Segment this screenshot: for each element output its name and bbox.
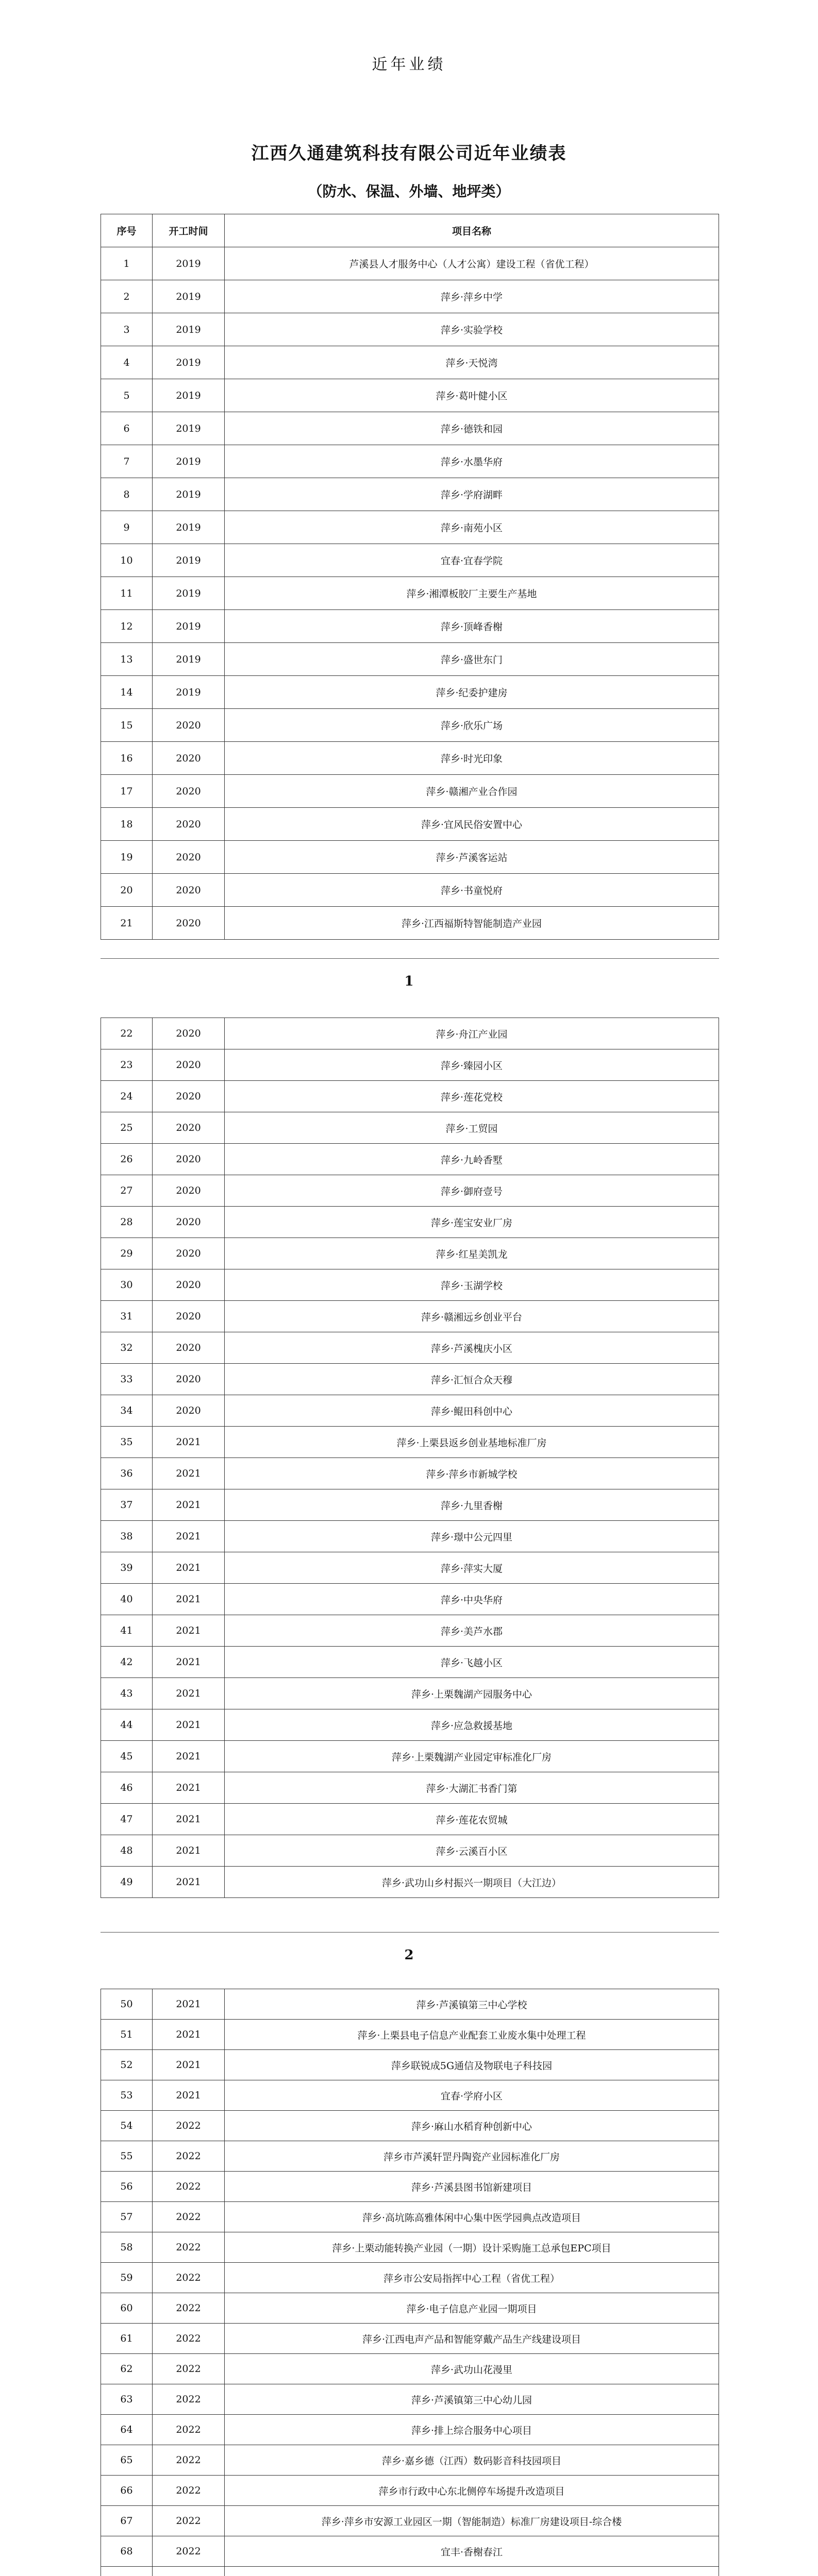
- row-project-name: 萍乡·工贸园: [225, 1112, 719, 1144]
- row-project-name: 萍乡·萍实大厦: [225, 1552, 719, 1584]
- row-number: 58: [101, 2232, 153, 2263]
- table-row: [101, 2020, 719, 2050]
- row-project-name: 萍乡·湘潭板胶厂主要生产基地: [225, 577, 719, 610]
- row-number: 16: [101, 742, 153, 775]
- row-start-year: 2021: [153, 1552, 225, 1584]
- table-row: [101, 2141, 719, 2172]
- row-number: 65: [101, 2445, 153, 2476]
- row-number: 7: [101, 445, 153, 478]
- row-start-year: 2020: [153, 1081, 225, 1112]
- row-start-year: 2020: [153, 1238, 225, 1269]
- row-project-name: 萍乡·水墨华府: [225, 445, 719, 478]
- row-start-year: 2022: [153, 2172, 225, 2202]
- row-number: 17: [101, 775, 153, 808]
- row-number: 37: [101, 1489, 153, 1521]
- row-start-year: 2021: [153, 1741, 225, 1772]
- table-row: [101, 1364, 719, 1395]
- row-number: 63: [101, 2384, 153, 2415]
- row-project-name: 萍乡·赣湘产业合作园: [225, 775, 719, 808]
- table-row: [101, 1301, 719, 1332]
- table-row: [101, 643, 719, 676]
- row-number: 13: [101, 643, 153, 676]
- row-start-year: 2021: [153, 2050, 225, 2080]
- row-project-name: 宜春·学府小区: [225, 2080, 719, 2111]
- row-number: 68: [101, 2536, 153, 2567]
- row-number: 33: [101, 1364, 153, 1395]
- page-number: 1: [404, 974, 414, 989]
- row-project-name: 萍乡·欣乐广场: [225, 709, 719, 742]
- row-start-year: 2020: [153, 775, 225, 808]
- row-project-name: 萍乡·江西福斯特智能制造产业园: [225, 907, 719, 940]
- row-project-name: 萍乡·时光印象: [225, 742, 719, 775]
- row-start-year: [153, 2567, 225, 2576]
- row-project-name: 萍乡·盛世东门: [225, 643, 719, 676]
- table-row: [101, 1835, 719, 1867]
- row-number: 61: [101, 2324, 153, 2354]
- table-row: [101, 1144, 719, 1175]
- row-start-year: 2020: [153, 1301, 225, 1332]
- row-number: 39: [101, 1552, 153, 1584]
- row-start-year: 2022: [153, 2232, 225, 2263]
- row-project-name: 萍乡·电子信息产业园一期项目: [225, 2293, 719, 2324]
- row-project-name: 萍乡·武功山乡村振兴一期项目（大江边）: [225, 1867, 719, 1898]
- row-project-name: 萍乡·排上综合服务中心项目: [225, 2415, 719, 2445]
- row-number: 22: [101, 1018, 153, 1049]
- table-row: [101, 1081, 719, 1112]
- row-project-name: 萍乡·中央华府: [225, 1584, 719, 1615]
- row-start-year: 2020: [153, 1144, 225, 1175]
- row-project-name: 萍乡·芦溪镇第三中心学校: [225, 1989, 719, 2020]
- table-row: [101, 511, 719, 544]
- row-number: 23: [101, 1049, 153, 1081]
- row-start-year: 2020: [153, 808, 225, 841]
- row-number: 30: [101, 1269, 153, 1301]
- table-row: [101, 2232, 719, 2263]
- table-row: [101, 247, 719, 280]
- row-project-name: 萍乡·麻山水稻育种创新中心: [225, 2111, 719, 2141]
- row-start-year: 2021: [153, 1615, 225, 1647]
- row-project-name: 萍乡·汇恒合众天穆: [225, 1364, 719, 1395]
- table-row: [101, 1207, 719, 1238]
- row-number: 32: [101, 1332, 153, 1364]
- row-project-name: 萍乡·顶峰香榭: [225, 610, 719, 643]
- table-row: [101, 676, 719, 709]
- row-number: 20: [101, 874, 153, 907]
- row-number: 60: [101, 2293, 153, 2324]
- table-row: [101, 808, 719, 841]
- row-project-name: 萍乡·上栗动能转换产业园（一期）设计采购施工总承包EPC项目: [225, 2232, 719, 2263]
- row-start-year: 2020: [153, 1332, 225, 1364]
- row-start-year: 2022: [153, 2415, 225, 2445]
- row-number: 66: [101, 2476, 153, 2506]
- row-project-name: 萍乡·上栗魏湖产园服务中心: [225, 1678, 719, 1709]
- row-number: 29: [101, 1238, 153, 1269]
- row-start-year: 2020: [153, 907, 225, 940]
- row-project-name: 萍乡·红星美凯龙: [225, 1238, 719, 1269]
- row-start-year: 2021: [153, 1804, 225, 1835]
- row-number: 67: [101, 2506, 153, 2536]
- row-project-name: 萍乡·九岭香墅: [225, 1144, 719, 1175]
- row-project-name: 萍乡·武功山花漫里: [225, 2354, 719, 2384]
- row-number: 40: [101, 1584, 153, 1615]
- table-row: [101, 1615, 719, 1647]
- row-project-name: 萍乡·书童悦府: [225, 874, 719, 907]
- row-start-year: 2021: [153, 1521, 225, 1552]
- row-project-name: 萍乡·赣湘远乡创业平台: [225, 1301, 719, 1332]
- row-project-name: 萍乡·莲花农贸城: [225, 1804, 719, 1835]
- table-header-row: [101, 214, 719, 247]
- page-heading: 近年业绩: [372, 56, 446, 74]
- row-project-name: 萍乡·芦溪槐庆小区: [225, 1332, 719, 1364]
- row-number: 11: [101, 577, 153, 610]
- row-project-name: [225, 2567, 719, 2576]
- row-start-year: 2021: [153, 2080, 225, 2111]
- row-project-name: 萍乡·应急救援基地: [225, 1709, 719, 1741]
- column-header-project-name: 项目名称: [225, 214, 719, 247]
- row-project-name: 萍乡·臻园小区: [225, 1049, 719, 1081]
- row-start-year: 2019: [153, 247, 225, 280]
- row-project-name: 萍乡·美芦水郡: [225, 1615, 719, 1647]
- row-start-year: 2021: [153, 1647, 225, 1678]
- row-number: 52: [101, 2050, 153, 2080]
- page-number: 2: [404, 1947, 414, 1963]
- table-row: [101, 1018, 719, 1049]
- row-number: 36: [101, 1458, 153, 1489]
- row-number: 50: [101, 1989, 153, 2020]
- row-project-name: 萍乡联锐成5G通信及物联电子科技园: [225, 2050, 719, 2080]
- row-project-name: 萍乡·纪委护建房: [225, 676, 719, 709]
- table-row: [101, 841, 719, 874]
- row-project-name: 萍乡·江西电声产品和智能穿戴产品生产线建设项目: [225, 2324, 719, 2354]
- row-start-year: 2021: [153, 1709, 225, 1741]
- table-row: [101, 1709, 719, 1741]
- row-project-name: 芦溪县人才服务中心（人才公寓）建设工程（省优工程）: [225, 247, 719, 280]
- page-divider: [101, 958, 719, 959]
- table-row: [101, 1867, 719, 1898]
- row-number: 55: [101, 2141, 153, 2172]
- row-project-name: 萍乡·上栗县返乡创业基地标准厂房: [225, 1427, 719, 1458]
- table-row: [101, 775, 719, 808]
- row-project-name: 萍乡·学府湖畔: [225, 478, 719, 511]
- row-project-name: 萍乡市行政中心东北侧停车场提升改造项目: [225, 2476, 719, 2506]
- row-start-year: 2019: [153, 643, 225, 676]
- row-project-name: 萍乡·天悦湾: [225, 346, 719, 379]
- row-project-name: 萍乡·嘉乡德（江西）数码影音科技园项目: [225, 2445, 719, 2476]
- table-row: [101, 2050, 719, 2080]
- performance-table-page-1: [101, 214, 719, 940]
- table-row: [101, 346, 719, 379]
- table-row: [101, 1989, 719, 2020]
- table-row: [101, 1772, 719, 1804]
- row-start-year: 2022: [153, 2445, 225, 2476]
- row-number: 51: [101, 2020, 153, 2050]
- table-row: [101, 2536, 719, 2567]
- row-project-name: 萍乡·玉湖学校: [225, 1269, 719, 1301]
- row-project-name: 萍乡·舟江产业园: [225, 1018, 719, 1049]
- row-project-name: 萍乡·芦溪县图书馆新建项目: [225, 2172, 719, 2202]
- row-number: 47: [101, 1804, 153, 1835]
- row-project-name: 萍乡·南苑小区: [225, 511, 719, 544]
- row-project-name: 萍乡·莲花党校: [225, 1081, 719, 1112]
- table-row: [101, 412, 719, 445]
- row-number: 27: [101, 1175, 153, 1207]
- table-row: [101, 2324, 719, 2354]
- row-start-year: 2020: [153, 1269, 225, 1301]
- table-row: [101, 2506, 719, 2536]
- row-start-year: 2021: [153, 1678, 225, 1709]
- row-start-year: 2020: [153, 742, 225, 775]
- row-start-year: 2020: [153, 1175, 225, 1207]
- row-number: 8: [101, 478, 153, 511]
- table-row: [101, 874, 719, 907]
- row-project-name: 萍乡·德铁和园: [225, 412, 719, 445]
- table-row: [101, 1489, 719, 1521]
- row-number: 28: [101, 1207, 153, 1238]
- column-header-start-year: 开工时间: [153, 214, 225, 247]
- column-header-number: 序号: [101, 214, 153, 247]
- row-start-year: 2022: [153, 2476, 225, 2506]
- row-number: 4: [101, 346, 153, 379]
- row-number: 19: [101, 841, 153, 874]
- table-row: [101, 2567, 719, 2576]
- row-number: 21: [101, 907, 153, 940]
- page-divider: [101, 1932, 719, 1933]
- row-start-year: 2019: [153, 577, 225, 610]
- table-row: [101, 907, 719, 940]
- row-project-name: 萍乡市芦溪轩罡丹陶瓷产业园标准化厂房: [225, 2141, 719, 2172]
- row-number: 41: [101, 1615, 153, 1647]
- row-start-year: 2019: [153, 676, 225, 709]
- table-row: [101, 1584, 719, 1615]
- row-number: 38: [101, 1521, 153, 1552]
- row-start-year: 2022: [153, 2324, 225, 2354]
- row-project-name: 萍乡·上栗县电子信息产业配套工业废水集中处理工程: [225, 2020, 719, 2050]
- row-project-name: 萍乡·飞越小区: [225, 1647, 719, 1678]
- row-project-name: 萍乡·萍乡市安源工业园区一期（智能制造）标准厂房建设项目-综合楼: [225, 2506, 719, 2536]
- row-project-name: 萍乡·实验学校: [225, 313, 719, 346]
- row-start-year: 2020: [153, 709, 225, 742]
- table-row: [101, 1238, 719, 1269]
- row-start-year: 2020: [153, 1207, 225, 1238]
- table-row: [101, 2080, 719, 2111]
- row-number: 56: [101, 2172, 153, 2202]
- row-number: 54: [101, 2111, 153, 2141]
- row-start-year: 2020: [153, 1395, 225, 1427]
- document-title: 江西久通建筑科技有限公司近年业绩表: [251, 143, 567, 164]
- row-project-name: 萍乡·萍乡中学: [225, 280, 719, 313]
- row-number: 42: [101, 1647, 153, 1678]
- table-row: [101, 1112, 719, 1144]
- table-row: [101, 1741, 719, 1772]
- row-number: 3: [101, 313, 153, 346]
- row-number: 53: [101, 2080, 153, 2111]
- row-start-year: 2020: [153, 1112, 225, 1144]
- row-number: 24: [101, 1081, 153, 1112]
- document-subtitle: （防水、保温、外墙、地坪类）: [308, 183, 510, 200]
- row-start-year: 2021: [153, 1427, 225, 1458]
- table-row: [101, 610, 719, 643]
- row-start-year: 2021: [153, 1835, 225, 1867]
- row-project-name: 萍乡·莲宝安业厂房: [225, 1207, 719, 1238]
- row-project-name: 萍乡·芦溪客运站: [225, 841, 719, 874]
- table-row: [101, 2384, 719, 2415]
- row-start-year: 2022: [153, 2111, 225, 2141]
- row-start-year: 2019: [153, 511, 225, 544]
- table-row: [101, 577, 719, 610]
- row-number: 26: [101, 1144, 153, 1175]
- row-project-name: 宜春·宜春学院: [225, 544, 719, 577]
- table-row: [101, 2445, 719, 2476]
- row-number: 15: [101, 709, 153, 742]
- row-number: 45: [101, 1741, 153, 1772]
- row-number: 34: [101, 1395, 153, 1427]
- table-row: [101, 544, 719, 577]
- row-number: 57: [101, 2202, 153, 2232]
- table-row: [101, 1175, 719, 1207]
- table-row: [101, 742, 719, 775]
- table-row: [101, 1427, 719, 1458]
- row-start-year: 2019: [153, 478, 225, 511]
- table-row: [101, 2415, 719, 2445]
- row-start-year: 2022: [153, 2506, 225, 2536]
- table-row: [101, 2263, 719, 2293]
- row-start-year: 2020: [153, 841, 225, 874]
- row-start-year: 2019: [153, 412, 225, 445]
- table-row: [101, 2172, 719, 2202]
- row-start-year: 2020: [153, 874, 225, 907]
- row-number: 48: [101, 1835, 153, 1867]
- table-row: [101, 1395, 719, 1427]
- row-start-year: 2021: [153, 1989, 225, 2020]
- row-start-year: 2022: [153, 2536, 225, 2567]
- row-project-name: 萍乡·御府壹号: [225, 1175, 719, 1207]
- row-start-year: 2019: [153, 346, 225, 379]
- table-row: [101, 1332, 719, 1364]
- row-start-year: 2021: [153, 1772, 225, 1804]
- row-project-name: 萍乡·璟中公元四里: [225, 1521, 719, 1552]
- table-row: [101, 2354, 719, 2384]
- table-row: [101, 1804, 719, 1835]
- row-start-year: 2022: [153, 2202, 225, 2232]
- row-start-year: 2019: [153, 445, 225, 478]
- row-number: 1: [101, 247, 153, 280]
- row-start-year: 2022: [153, 2293, 225, 2324]
- row-start-year: 2022: [153, 2263, 225, 2293]
- table-row: [101, 2293, 719, 2324]
- row-start-year: 2019: [153, 610, 225, 643]
- table-row: [101, 1552, 719, 1584]
- row-number: 14: [101, 676, 153, 709]
- performance-table-page-2: [101, 1018, 719, 1898]
- table-row: [101, 2111, 719, 2141]
- row-project-name: 萍乡·萍乡市新城学校: [225, 1458, 719, 1489]
- row-start-year: 2019: [153, 313, 225, 346]
- row-project-name: 萍乡·上栗魏湖产业园定审标准化厂房: [225, 1741, 719, 1772]
- row-number: 49: [101, 1867, 153, 1898]
- row-project-name: 宜丰·香榭春江: [225, 2536, 719, 2567]
- row-start-year: 2021: [153, 1489, 225, 1521]
- row-number: [101, 2567, 153, 2576]
- row-start-year: 2020: [153, 1018, 225, 1049]
- row-number: 43: [101, 1678, 153, 1709]
- row-project-name: 萍乡·云溪百小区: [225, 1835, 719, 1867]
- row-number: 18: [101, 808, 153, 841]
- row-project-name: 萍乡·宜风民俗安置中心: [225, 808, 719, 841]
- table-row: [101, 2202, 719, 2232]
- table-row: [101, 445, 719, 478]
- table-row: [101, 1678, 719, 1709]
- row-number: 31: [101, 1301, 153, 1332]
- row-project-name: 萍乡市公安局指挥中心工程（省优工程）: [225, 2263, 719, 2293]
- row-project-name: 萍乡·大湖汇书香门第: [225, 1772, 719, 1804]
- row-project-name: 萍乡·葛叶健小区: [225, 379, 719, 412]
- row-number: 64: [101, 2415, 153, 2445]
- row-number: 2: [101, 280, 153, 313]
- row-project-name: 萍乡·九里香榭: [225, 1489, 719, 1521]
- row-start-year: 2020: [153, 1364, 225, 1395]
- table-row: [101, 478, 719, 511]
- table-row: [101, 280, 719, 313]
- row-start-year: 2021: [153, 1584, 225, 1615]
- row-start-year: 2019: [153, 379, 225, 412]
- row-start-year: 2022: [153, 2384, 225, 2415]
- table-row: [101, 379, 719, 412]
- row-number: 6: [101, 412, 153, 445]
- row-project-name: 萍乡·高坑陈高雅体闲中心集中医学园典点改造项目: [225, 2202, 719, 2232]
- table-row: [101, 1458, 719, 1489]
- row-number: 25: [101, 1112, 153, 1144]
- table-row: [101, 1049, 719, 1081]
- row-number: 44: [101, 1709, 153, 1741]
- row-start-year: 2022: [153, 2354, 225, 2384]
- performance-table-page-3: [101, 1989, 719, 2576]
- row-number: 9: [101, 511, 153, 544]
- table-row: [101, 313, 719, 346]
- row-start-year: 2021: [153, 1458, 225, 1489]
- row-number: 5: [101, 379, 153, 412]
- row-start-year: 2021: [153, 2020, 225, 2050]
- row-number: 59: [101, 2263, 153, 2293]
- row-number: 62: [101, 2354, 153, 2384]
- row-start-year: 2019: [153, 280, 225, 313]
- table-row: [101, 709, 719, 742]
- row-start-year: 2020: [153, 1049, 225, 1081]
- table-row: [101, 1647, 719, 1678]
- row-project-name: 萍乡·芦溪镇第三中心幼儿园: [225, 2384, 719, 2415]
- table-row: [101, 2476, 719, 2506]
- table-row: [101, 1269, 719, 1301]
- row-number: 35: [101, 1427, 153, 1458]
- row-start-year: 2022: [153, 2141, 225, 2172]
- table-row: [101, 1521, 719, 1552]
- row-start-year: 2021: [153, 1867, 225, 1898]
- row-number: 10: [101, 544, 153, 577]
- row-start-year: 2019: [153, 544, 225, 577]
- row-project-name: 萍乡·鲲田科创中心: [225, 1395, 719, 1427]
- row-number: 12: [101, 610, 153, 643]
- row-number: 46: [101, 1772, 153, 1804]
